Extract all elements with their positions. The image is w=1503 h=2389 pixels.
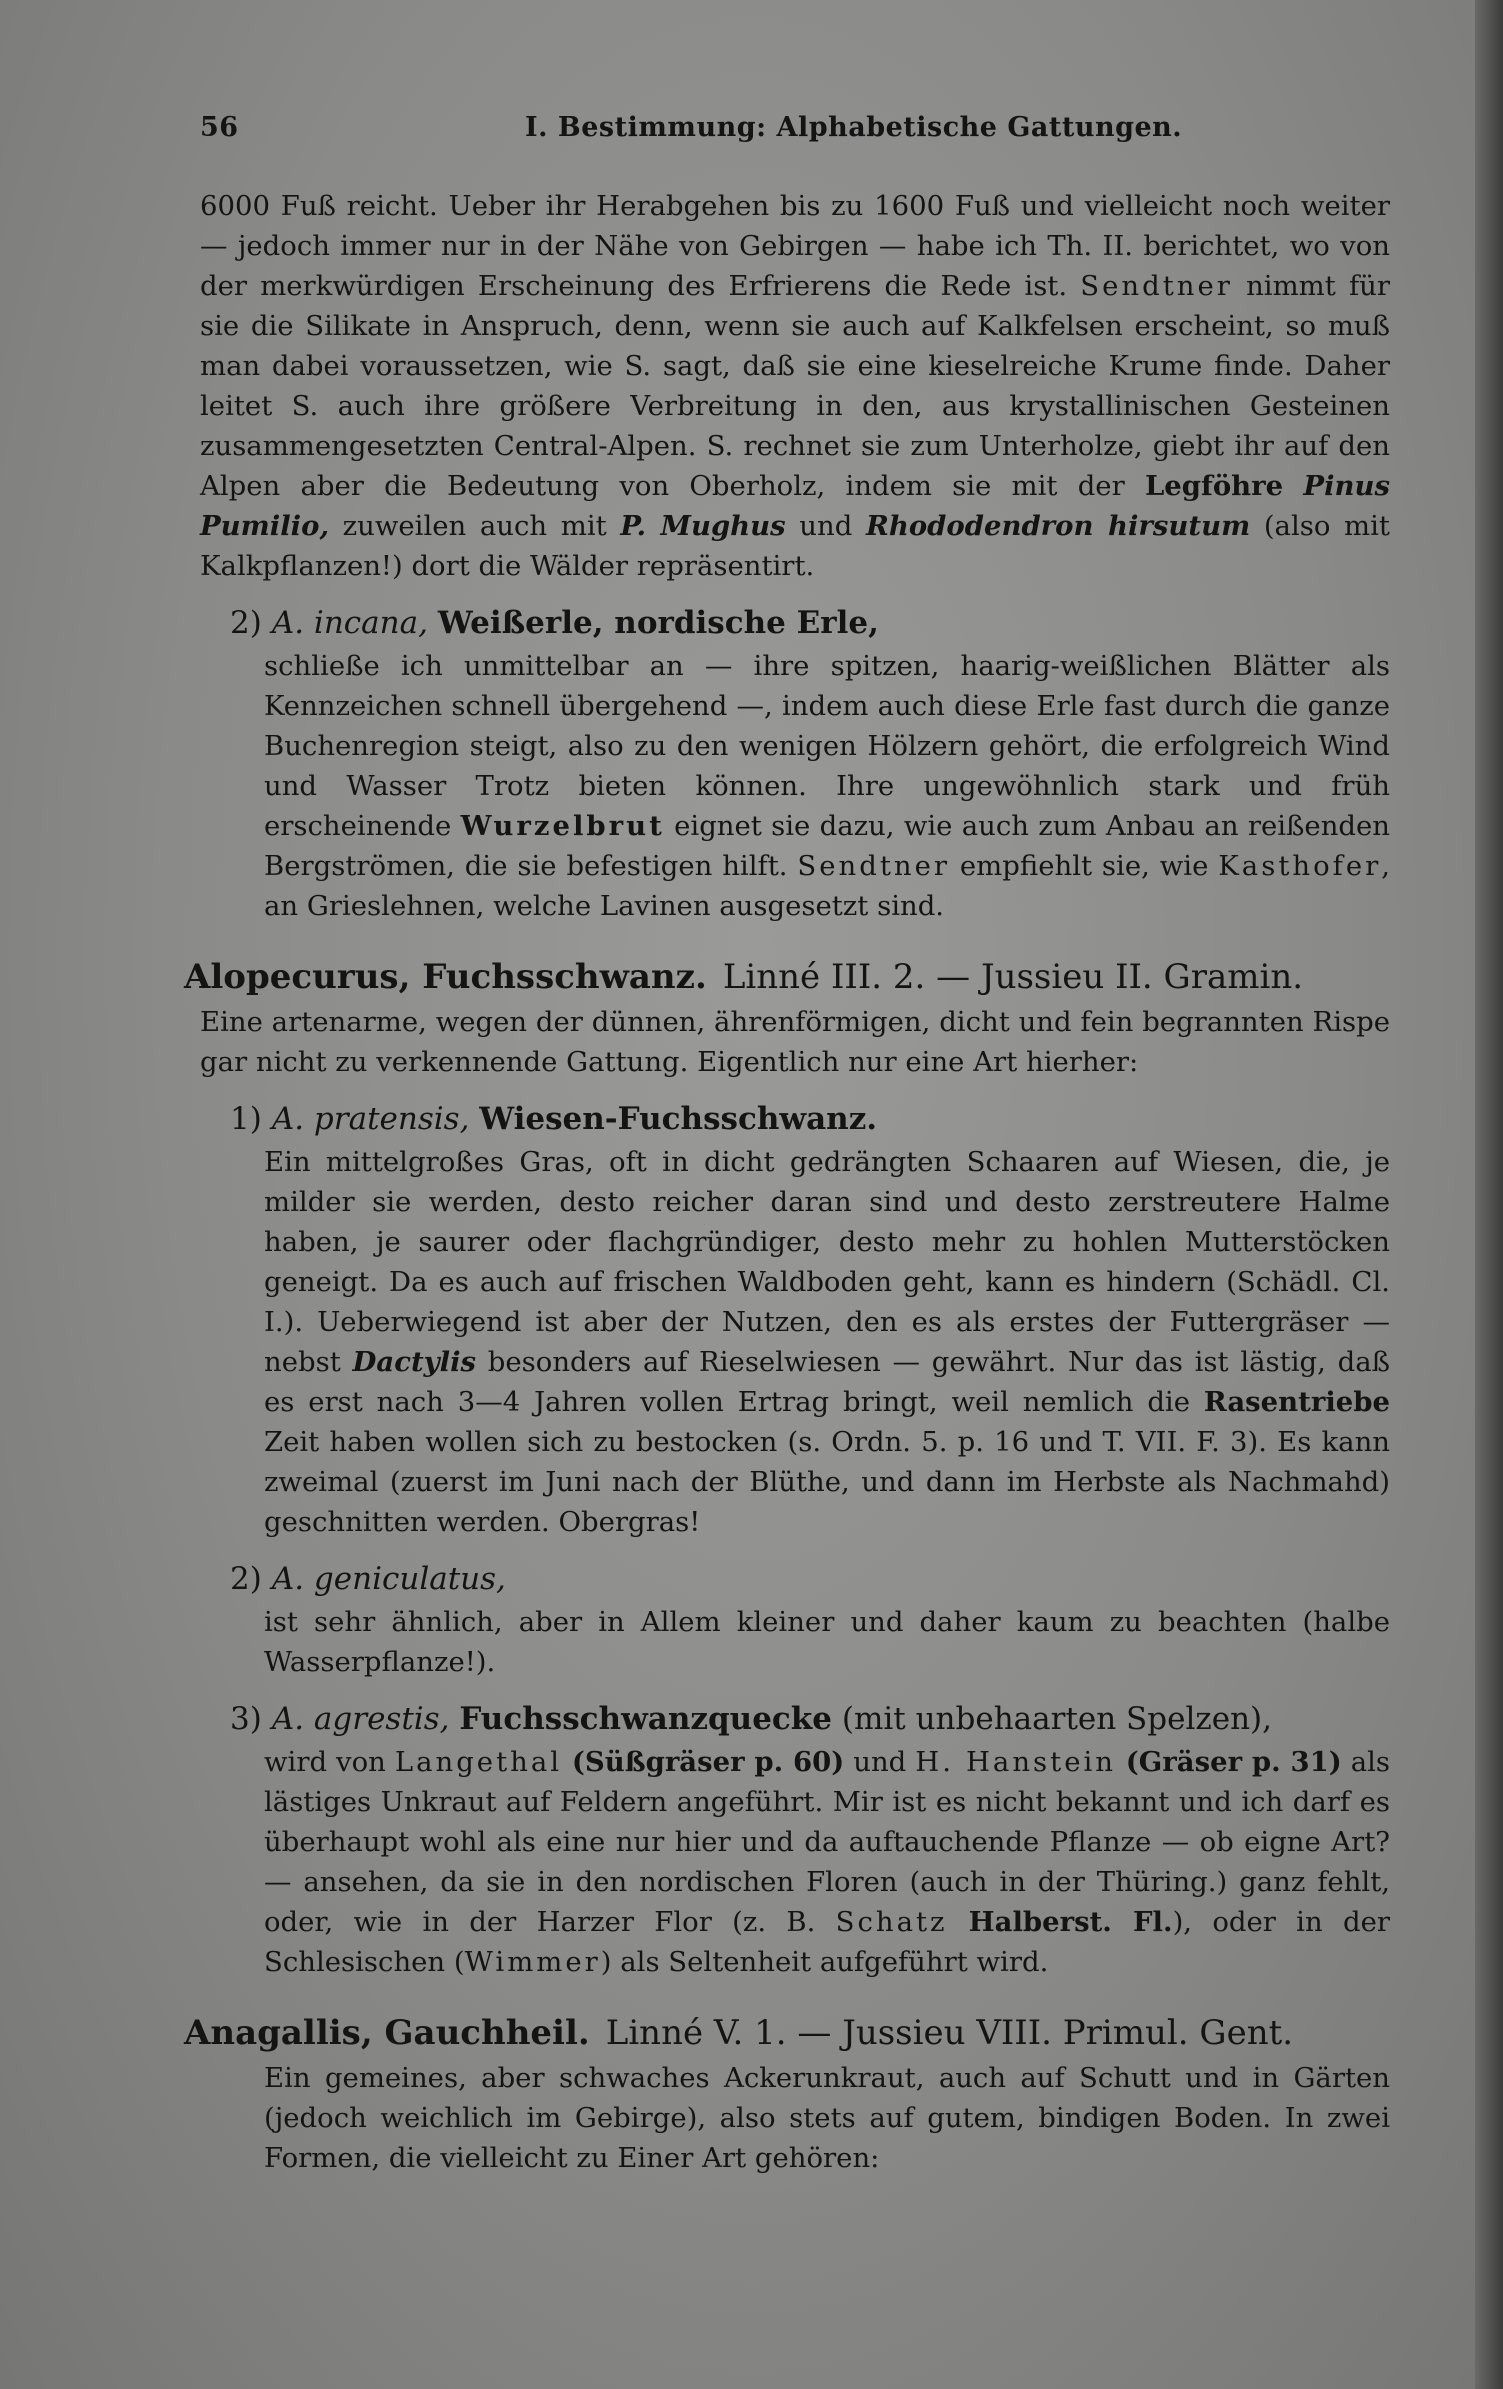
species-number: 2): [230, 605, 262, 641]
text-run: und: [844, 1746, 916, 1778]
text-run: schließe ich unmittelbar an — ihre spitzen, haarig-weißlichen Blätter als Kennzeichen schnell übergehend —, indem auch diese Erle fast durch die ganze Buchenregion steigt, also zu den wenigen Hölzern gehört, die erfolgreich Wind und Wasser Trotz bieten können. Ihre ungewöhnlich stark und früh erscheinende: [264, 650, 1390, 842]
text-run: ), oder in der Schlesischen (: [264, 1906, 1391, 1978]
author-name: Sendtner: [1080, 270, 1233, 302]
species-description-agrestis: [264, 1742, 1390, 1982]
text-run: empfiehlt sie, wie: [950, 850, 1219, 882]
genus-description-alopecurus: Eine artenarme, wegen der dünnen, ährenförmigen, dicht und fein begrannten Rispe gar nicht zu verkennende Gattung. Eigentlich nur eine Art hierher:: [200, 1006, 1390, 1078]
text-run: besonders auf Rieselwiesen — gewährt. Nur das ist lästig, daß es erst nach 3—4 Jahren vollen Ertrag bringt, weil nemlich die: [264, 1346, 1390, 1418]
latin-name: P. Mughus: [620, 510, 786, 542]
latin-name: Pinus Pumilio,: [200, 470, 1391, 542]
author-name: Wimmer: [464, 1946, 601, 1978]
species-number: 2): [230, 1561, 262, 1597]
author-name: H. Hanstein: [915, 1746, 1116, 1778]
emphasis: Rasentriebe: [1203, 1386, 1390, 1418]
text-run: eignet sie dazu, wie auch zum Anbau an reißenden Bergströmen, die sie befestigen hilft.: [264, 810, 1390, 882]
common-name: Legföhre: [1144, 470, 1284, 502]
emphasis: Wurzelbrut: [460, 810, 665, 842]
text-run: 6000 Fuß reicht. Ueber ihr Herabgehen bis zu 1600 Fuß und vielleicht noch weiter — jedoch immer nur in der Nähe von Gebirgen — habe ich Th. II. berichtet, wo von der merkwürdigen Erscheinung des Erfrierens die Rede ist.: [200, 190, 1390, 302]
species-heading-pratensis: [230, 1096, 1390, 1142]
book-spine-shadow: [1475, 0, 1503, 2389]
text-run: nimmt für sie die Silikate in Anspruch, denn, wenn sie auch auf Kalkfelsen erscheint, so muß man dabei voraussetzen, wie S. sagt, daß sie eine kieselreiche Krume finde. Daher leitet S. auch ihre größere Verbreitung in den, aus krystallinischen Gesteinen zusammengesetzten Central-Alpen. S. rechnet sie zum Unterholze, giebt ihr auf den Alpen aber die Bedeutung von Oberholz, indem sie mit der: [200, 270, 1390, 502]
reference: (Süßgräser p. 60): [562, 1746, 845, 1778]
text-run: und: [785, 510, 866, 542]
text-run: (mit unbehaarten Spelzen),: [832, 1701, 1272, 1737]
latin-name: A. agrestis,: [271, 1701, 450, 1737]
text-run: ) als Seltenheit aufgeführt wird.: [600, 1946, 1049, 1978]
reference: Halberst. Fl.: [947, 1906, 1173, 1938]
page-number: 56: [200, 112, 239, 143]
genus-name: Alopecurus, Fuchsschwanz.: [184, 957, 707, 997]
text-run: als lästiges Unkraut auf Feldern angeführt. Mir ist es nicht bekannt und ich darf es überhaupt wohl als eine nur hier und da auftauchende Pflanze — ob eigne Art? — ansehen, da sie in den nordischen Floren (auch in der Thüring.) ganz fehlt, oder, wie in der Harzer Flor (z. B.: [264, 1746, 1391, 1938]
author-name: Schatz: [835, 1906, 948, 1938]
common-name: Wiesen-Fuchsschwanz.: [479, 1101, 878, 1137]
classification: Linné V. 1. — Jussieu VIII. Primul. Gent.: [605, 2013, 1294, 2053]
author-name: Sendtner: [797, 850, 951, 882]
text-run: Zeit haben wollen sich zu bestocken (s. Ordn. 5. p. 16 und T. VII. F. 3). Es kann zweimal (zuerst im Juni nach der Blüthe, und dann im Herbste als Nachmahd) geschnitten werden. Obergras!: [264, 1426, 1390, 1538]
page-body: [184, 186, 1391, 2178]
author-name: Langethal: [394, 1746, 563, 1778]
text-run: zuweilen auch mit: [329, 510, 621, 542]
species-heading-agrestis: [230, 1696, 1390, 1742]
text-run: wird von: [264, 1746, 395, 1778]
common-name: Weißerle, nordische Erle,: [437, 605, 879, 641]
intro-paragraph: [200, 186, 1390, 586]
latin-name: A. incana,: [271, 605, 428, 641]
genus-heading-alopecurus: [184, 952, 1390, 1002]
text-run: Ein mittelgroßes Gras, oft in dicht gedrängten Schaaren auf Wiesen, die, je milder sie werden, desto reicher daran sind und desto zerstreutere Halme haben, je saurer oder flachgründiger, desto mehr zu hohlen Mutterstöcken geneigt. Da es auch auf frischen Waldboden geht, kann es hindern (Schädl. Cl. I.). Ueberwiegend ist aber der Nutzen, den es als erstes der Futtergräser — nebst: [264, 1146, 1390, 1378]
common-name: Fuchsschwanzquecke: [459, 1701, 832, 1737]
latin-name: A. pratensis,: [271, 1101, 470, 1137]
species-number: 3): [230, 1701, 262, 1737]
author-name: Kasthofer: [1218, 850, 1382, 882]
genus-name: Anagallis, Gauchheil.: [184, 2013, 590, 2053]
species-heading-geniculatus: [230, 1556, 1390, 1602]
classification: Linné III. 2. — Jussieu II. Gramin.: [722, 957, 1304, 997]
latin-name: Dactylis: [352, 1346, 477, 1378]
genus-description-anagallis: Ein gemeines, aber schwaches Ackerunkraut, auch auf Schutt und in Gärten (jedoch weichlich im Gebirge), also stets auf gutem, bindigen Boden. In zwei Formen, die vielleicht zu Einer Art gehören:: [264, 2062, 1390, 2174]
species-heading-incana: [230, 600, 1390, 646]
text-run: (also mit Kalkpflanzen!) dort die Wälder repräsentirt.: [200, 510, 1390, 582]
species-description-geniculatus: ist sehr ähnlich, aber in Allem kleiner und daher kaum zu beachten (halbe Wasserpflanze!).: [264, 1606, 1390, 1678]
species-description-incana: [264, 646, 1390, 926]
reference: (Gräser p. 31): [1115, 1746, 1342, 1778]
latin-name: Rhododendron hirsutum: [865, 510, 1251, 542]
latin-name: A. geniculatus,: [271, 1561, 506, 1597]
text-run: , an Grieslehnen, welche Lavinen ausgesetzt sind.: [264, 850, 1390, 922]
running-title: I. Bestimmung: Alphabetische Gattungen.: [525, 112, 1183, 143]
genus-heading-anagallis: [184, 2008, 1390, 2058]
species-number: 1): [230, 1101, 262, 1137]
species-description-pratensis: [264, 1142, 1390, 1542]
